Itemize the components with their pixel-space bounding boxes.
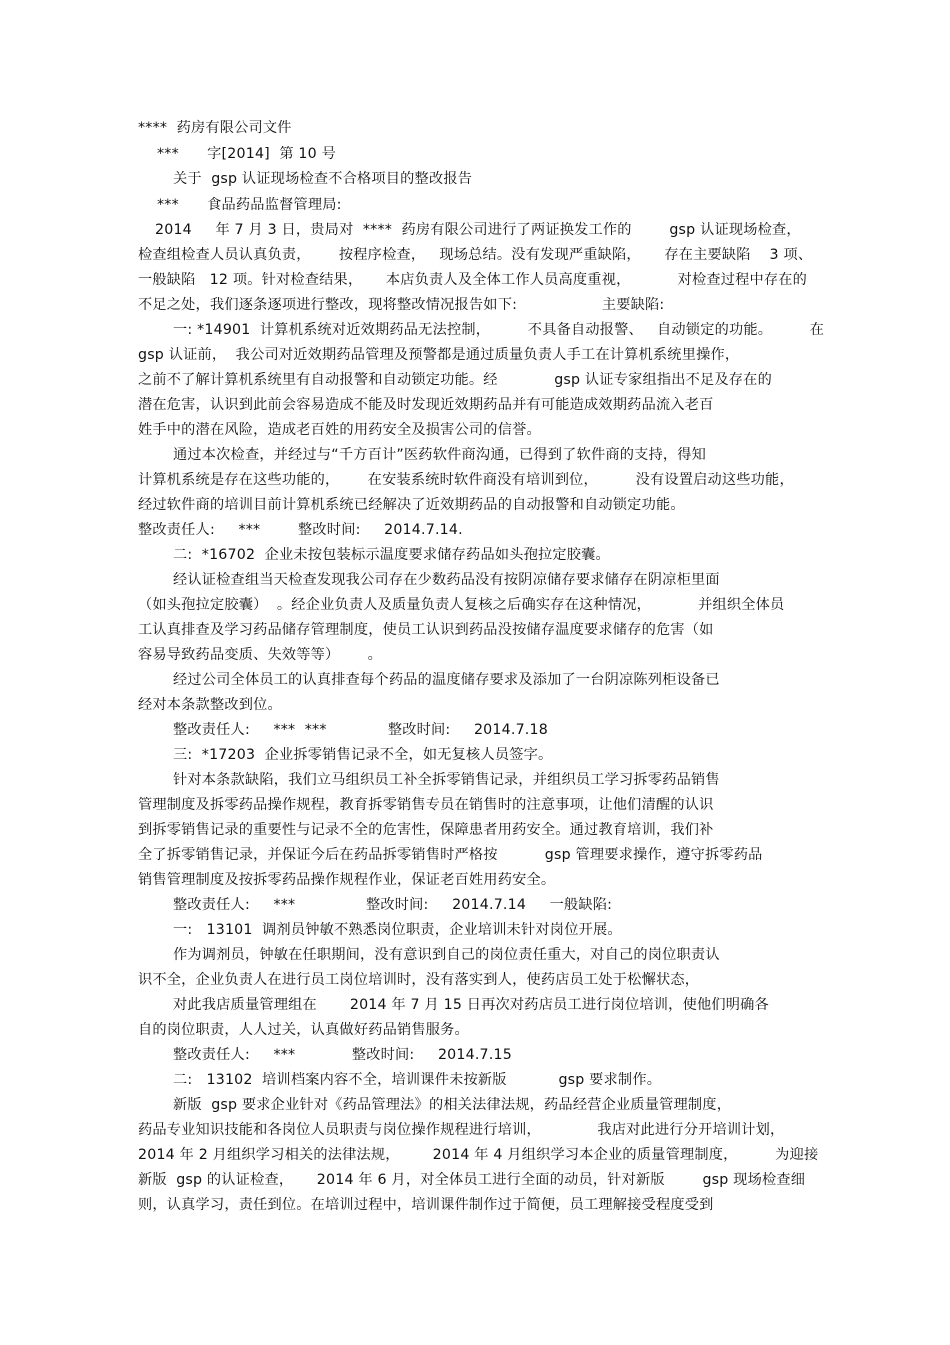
text-line: 对此我店质量管理组在 2014 年 7 月 15 日再次对药店员工进行岗位培训，使他们明确各 bbox=[173, 997, 769, 1013]
general-defect-2-heading: 二: 13102 培训档案内容不全，培训课件未按新版 gsp 要求制作。 bbox=[173, 1072, 662, 1088]
text-line: 自的岗位职责，人人过关，认真做好药品销售服务。 bbox=[138, 1022, 469, 1038]
text-line: 全了拆零销售记录，并保证今后在药品拆零销售时严格按 gsp 管理要求操作，遵守拆零药品 bbox=[138, 847, 763, 863]
major-defect-1-heading: 一: *14901 计算机系统对近效期药品无法控制， 不具备自动报警、 自动锁定的功能。 在 bbox=[173, 322, 825, 338]
text-line: 作为调剂员，钟敏在任职期间，没有意识到自己的岗位责任重大，对自己的岗位职责认 bbox=[173, 947, 720, 963]
document-number: *** 字[2014] 第 10 号 bbox=[157, 146, 336, 162]
text-line: （如头孢拉定胶囊） 。经企业负责人及质量负责人复核之后确实存在这种情况， 并组织全体员 bbox=[138, 597, 785, 613]
text-line: 一般缺陷 12 项。针对检查结果， 本店负责人及全体工作人员高度重视， 对检查过程中存在的 bbox=[138, 272, 808, 288]
text-line: 潜在危害，认识到此前会容易造成不能及时发现近效期药品并有可能造成效期药品流入老百 bbox=[138, 397, 714, 413]
text-line: 之前不了解计算机系统里有自动报警和自动锁定功能。经 gsp 认证专家组指出不足及存在的 bbox=[138, 372, 772, 388]
text-line: 计算机系统是存在这些功能的， 在安装系统时软件商没有培训到位， 没有设置启动这些功能， bbox=[138, 472, 794, 488]
responsible-line: 整改责任人: *** 整改时间: 2014.7.14. bbox=[138, 522, 463, 538]
text-line: 新版 gsp 要求企业针对《药品管理法》的相关法律法规，药品经营企业质量管理制度， bbox=[173, 1097, 732, 1113]
text-line: 2014 年 7 月 3 日，贵局对 **** 药房有限公司进行了两证换发工作的 gsp 认证现场检查， bbox=[155, 222, 801, 238]
text-line: 工认真排查及学习药品储存管理制度，使员工认识到药品没按储存温度要求储存的危害（如 bbox=[138, 622, 714, 638]
text-line: 销售管理制度及按拆零药品操作规程作业，保证老百姓用药安全。 bbox=[138, 872, 556, 888]
text-line: 管理制度及拆零药品操作规程，教育拆零销售专员在销售时的注意事项，让他们清醒的认识 bbox=[138, 797, 714, 813]
recipient: *** 食品药品监督管理局: bbox=[157, 197, 342, 213]
responsible-line: 整改责任人: *** 整改时间: 2014.7.15 bbox=[173, 1047, 512, 1063]
text-line: gsp 认证前， 我公司对近效期药品管理及预警都是通过质量负责人手工在计算机系统里操作， bbox=[138, 347, 740, 363]
text-line: 不足之处，我们逐条逐项进行整改，现将整改情况报告如下: 主要缺陷: bbox=[138, 297, 665, 313]
text-line: 经认证检查组当天检查发现我公司存在少数药品没有按阴凉储存要求储存在阴凉柜里面 bbox=[173, 572, 720, 588]
text-line: 药品专业知识技能和各岗位人员职责与岗位操作规程进行培训， 我店对此进行分开培训计划， bbox=[138, 1122, 785, 1138]
text-line: 到拆零销售记录的重要性与记录不全的危害性，保障患者用药安全。通过教育培训，我们补 bbox=[138, 822, 714, 838]
text-line: 针对本条款缺陷，我们立马组织员工补全拆零销售记录，并组织员工学习拆零药品销售 bbox=[173, 772, 720, 788]
text-line: 识不全，企业负责人在进行员工岗位培训时，没有落实到人，使药店员工处于松懈状态， bbox=[138, 972, 700, 988]
text-line: 则，认真学习，责任到位。在培训过程中，培训课件制作过于简便，员工理解接受程度受到 bbox=[138, 1197, 714, 1213]
responsible-line: 整改责任人: *** 整改时间: 2014.7.14 一般缺陷: bbox=[173, 897, 613, 913]
responsible-line: 整改责任人: *** *** 整改时间: 2014.7.18 bbox=[173, 722, 548, 738]
text-line: 2014 年 2 月组织学习相关的法律法规， 2014 年 4 月组织学习本企业的质量管理制度， 为迎接 bbox=[138, 1147, 819, 1163]
text-line: 姓手中的潜在风险，造成老百姓的用药安全及损害公司的信誉。 bbox=[138, 422, 541, 438]
general-defect-1-heading: 一: 13101 调剂员钟敏不熟悉岗位职责，企业培训未针对岗位开展。 bbox=[173, 922, 622, 938]
text-line: 经过软件商的培训目前计算机系统已经解决了近效期药品的自动报警和自动锁定功能。 bbox=[138, 497, 685, 513]
major-defect-3-heading: 三: *17203 企业拆零销售记录不全，如无复核人员签字。 bbox=[173, 747, 553, 763]
text-line: 新版 gsp 的认证检查， 2014 年 6 月，对全体员工进行全面的动员，针对新版 gsp 现场检查细 bbox=[138, 1172, 806, 1188]
text-line: 经对本条款整改到位。 bbox=[138, 697, 282, 713]
text-line: 容易导致药品变质、失效等等） 。 bbox=[138, 647, 383, 663]
text-line: 通过本次检查，并经过与“千方百计”医药软件商沟通，已得到了软件商的支持，得知 bbox=[173, 447, 707, 463]
report-title: 关于 gsp 认证现场检查不合格项目的整改报告 bbox=[173, 171, 473, 187]
letterhead: **** 药房有限公司文件 bbox=[138, 120, 292, 136]
text-line: 经过公司全体员工的认真排查每个药品的温度储存要求及添加了一台阴凉陈列柜设备已 bbox=[173, 672, 720, 688]
major-defect-2-heading: 二: *16702 企业未按包装标示温度要求储存药品如头孢拉定胶囊。 bbox=[173, 547, 610, 563]
text-line: 检查组检查人员认真负责， 按程序检查， 现场总结。没有发现严重缺陷， 存在主要缺陷 3 项、 bbox=[138, 247, 813, 263]
